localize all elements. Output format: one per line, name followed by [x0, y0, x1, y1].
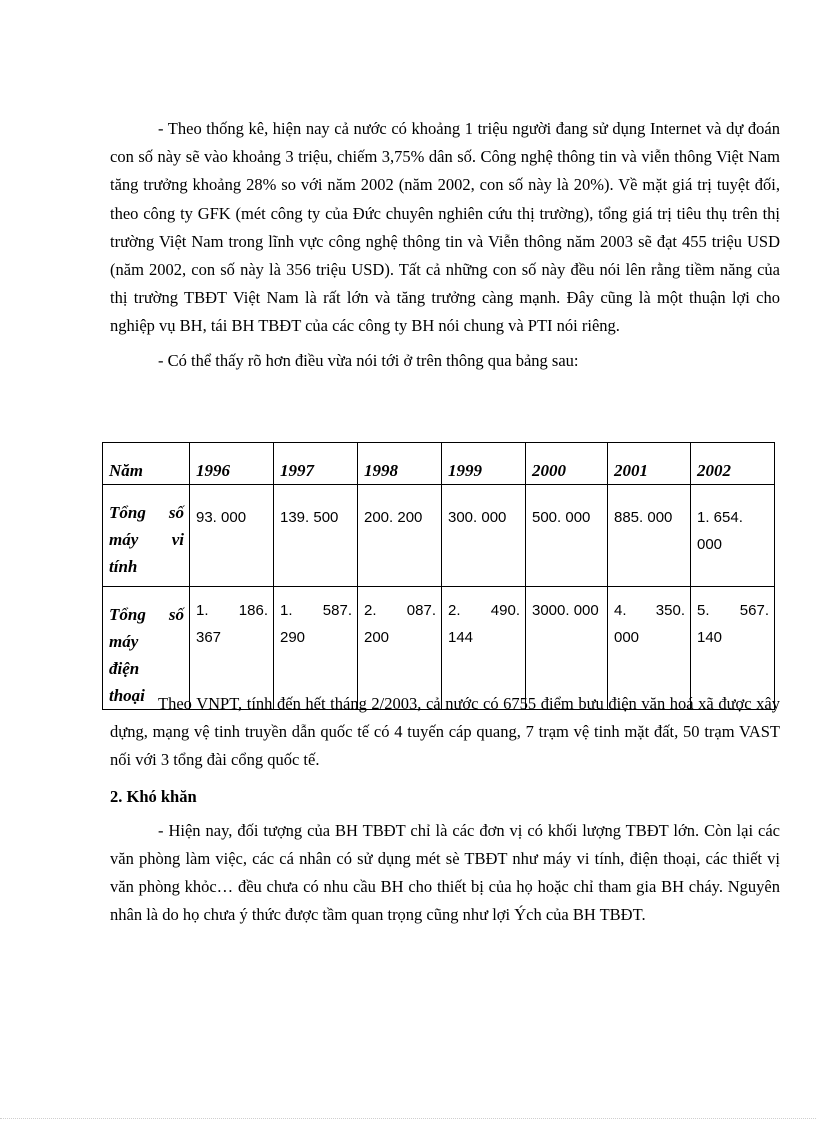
- year-cell: 2001: [608, 443, 691, 485]
- paragraph-vnpt: Theo VNPT, tính đến hết tháng 2/2003, cả nước có 6755 điểm bưu điện văn hoá xã được xây dựng, mạng vệ tinh truyền dẫn quốc tế có 4 tuyến cáp quang, 7 trạm vệ tinh mặt đất, 50 trạm VAST nối với 3 tổng đài cổng quốc tế.: [110, 694, 780, 770]
- document-body-bottom: [110, 690, 780, 929]
- section-heading: 2. Khó khăn: [110, 786, 197, 806]
- table-cell: 1. 654. 000: [691, 485, 775, 587]
- paragraph-internet-stats: - Theo thống kê, hiện nay cả nước có khoảng 1 triệu người đang sử dụng Internet và dự đoán con số này sẽ vào khoảng 3 triệu, chiếm 3,75% dân số. Công nghệ thông tin và viễn thông Việt Nam tăng trưởng khoảng 28% so với năm 2002 (năm 2002, con số này là 20%). Về mặt giá trị tuyệt đối, theo công ty GFK (mét công ty của Đức chuyên nghiên cứu thị trường), tổng giá trị tiêu thụ trên thị trường Việt Nam trong lĩnh vực công nghệ thông tin và Viễn thông năm 2003 sẽ đạt 455 triệu USD (năm 2002, con số này là 356 triệu USD). Tất cả những con số này đều nói lên rằng tiềm năng của thị trường TBĐT Việt Nam là rất lớn và tăng trưởng càng mạnh. Đây cũng là một thuận lợi cho nghiệp vụ BH, tái BH TBĐT của các công ty BH nói chung và PTI nói riêng.: [110, 119, 780, 336]
- table-header-row: [103, 443, 775, 485]
- row-label-phones: Tổng số máy điện thoại: [103, 587, 190, 710]
- year-cell: 2002: [691, 443, 775, 485]
- paragraph-difficulties: - Hiện nay, đối tượng của BH TBĐT chỉ là các đơn vị có khối lượng TBĐT lớn. Còn lại các văn phòng làm việc, các cá nhân có sử dụng mét sè TBĐT như máy vi tính, điện thoại, các thiết vị văn phòng khỏc… đều chưa có nhu cầu BH cho thiết bị của họ hoặc chỉ tham gia BH cháy. Nguyên nhân là do họ chưa ý thức được tầm quan trọng cũng như lợi Ých của BH TBĐT.: [110, 820, 780, 925]
- table-cell: 4. 350. 000: [608, 587, 691, 710]
- year-cell: 2000: [526, 443, 608, 485]
- table-cell: 2. 490. 144: [442, 587, 526, 710]
- statistics-table: [102, 442, 775, 710]
- table-cell: 1. 186. 367: [190, 587, 274, 710]
- year-cell: 1997: [274, 443, 358, 485]
- page-bottom-divider: [0, 1118, 816, 1119]
- table-cell: 885. 000: [608, 485, 691, 587]
- table-cell: 200. 200: [358, 485, 442, 587]
- table-cell: 2. 087. 200: [358, 587, 442, 710]
- table-cell: 3000. 000: [526, 587, 608, 710]
- table-header-label: Năm: [103, 443, 190, 485]
- table-cell: 1. 587. 290: [274, 587, 358, 710]
- year-cell: 1999: [442, 443, 526, 485]
- paragraph-table-intro: - Có thể thấy rõ hơn điều vừa nói tới ở trên thông qua bảng sau:: [158, 350, 579, 370]
- year-cell: 1998: [358, 443, 442, 485]
- table-cell: 300. 000: [442, 485, 526, 587]
- year-cell: 1996: [190, 443, 274, 485]
- table-cell: 500. 000: [526, 485, 608, 587]
- table-row-computers: [103, 485, 775, 587]
- table-cell: 93. 000: [190, 485, 274, 587]
- document-body-top: [110, 115, 780, 375]
- row-label-computers: Tổng số máy vi tính: [103, 485, 190, 587]
- table-cell: 5. 567. 140: [691, 587, 775, 710]
- table-cell: 139. 500: [274, 485, 358, 587]
